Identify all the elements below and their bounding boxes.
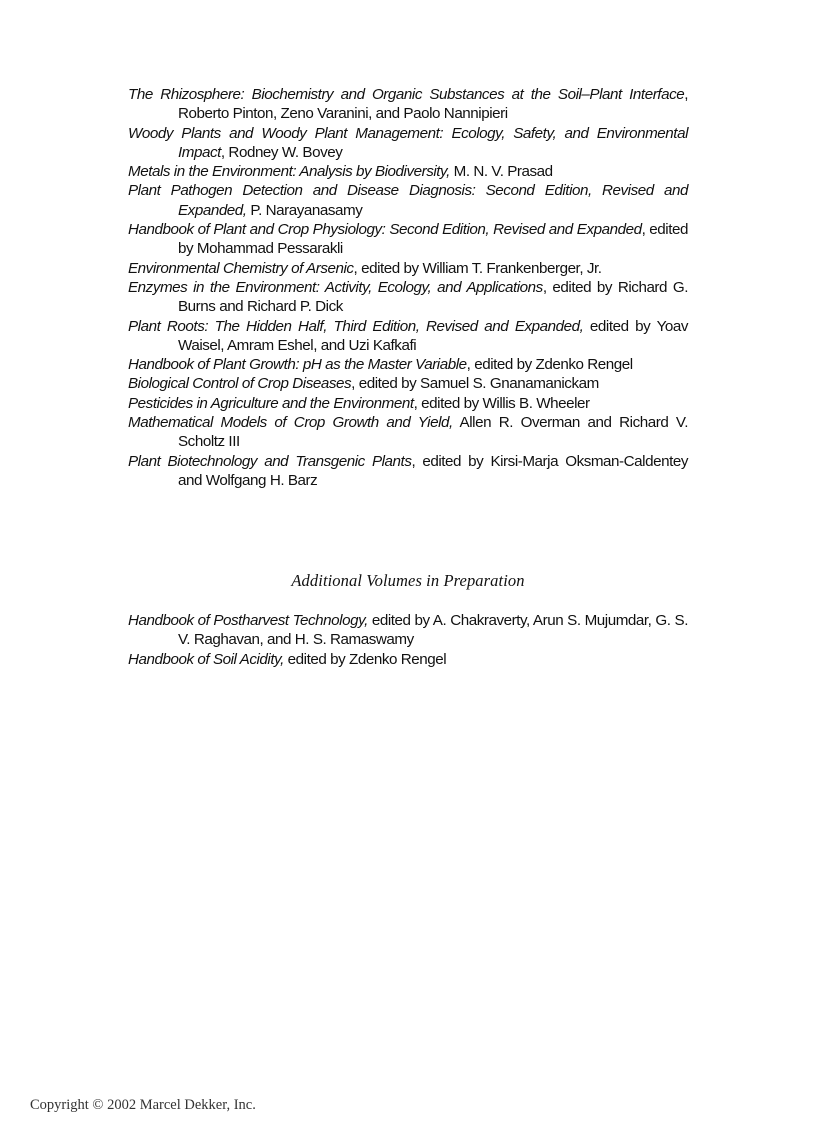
book-title: Biological Control of Crop Diseases: [128, 375, 352, 393]
book-authors: , Roberto Pinton, Zeno Varanini, and Paolo Nannipieri: [178, 86, 688, 123]
book-authors: , edited by Samuel S. Gnanamanickam: [351, 375, 599, 393]
book-authors: , edited by Mohammad Pessarakli: [178, 221, 688, 258]
copyright-notice: Copyright © 2002 Marcel Dekker, Inc.: [30, 1097, 256, 1113]
book-authors: Allen R. Overman and Richard V. Scholtz III: [178, 414, 688, 451]
book-entry: [128, 124, 688, 163]
book-authors: , edited by Richard G. Burns and Richard P. Dick: [178, 278, 688, 316]
book-title: Metals in the Environment: Analysis by Biodiversity,: [128, 163, 450, 181]
book-authors: M. N. V. Prasad: [449, 163, 553, 181]
book-authors: edited by Yoav Waisel, Amram Eshel, and Uzi Kafkafi: [178, 317, 688, 354]
book-authors: , edited by Willis B. Wheeler: [413, 394, 590, 412]
book-authors: , edited by Kirsi-Marja Oksman-Caldentey and Wolfgang H. Barz: [178, 452, 688, 489]
book-entry: [128, 611, 688, 650]
book-authors: , edited by William T. Frankenberger, Jr.: [353, 259, 602, 277]
book-authors: , Rodney W. Bovey: [220, 143, 343, 161]
book-authors: edited by Zdenko Rengel: [283, 650, 447, 668]
book-entry: [128, 162, 688, 181]
book-authors: edited by A. Chakraverty, Arun S. Mujumdar, G. S. V. Raghavan, and H. S. Ramaswamy: [178, 612, 688, 649]
book-title: Plant Biotechnology and Transgenic Plants: [128, 452, 412, 470]
book-title: The Rhizosphere: Biochemistry and Organic Substances at the Soil–Plant Interface: [128, 86, 685, 103]
book-entry: [128, 85, 688, 124]
book-entry: [128, 394, 688, 413]
preparation-book-list: [128, 611, 688, 669]
book-authors: P. Narayanasamy: [246, 201, 363, 219]
book-entry: [128, 355, 688, 374]
book-entry: [128, 374, 688, 393]
book-title: Plant Roots: The Hidden Half, Third Edition, Revised and Expanded,: [128, 317, 584, 335]
series-book-list: [128, 85, 688, 490]
book-authors: , edited by Zdenko Rengel: [466, 356, 633, 374]
book-title: Handbook of Postharvest Technology,: [128, 612, 368, 629]
book-title: Enzymes in the Environment: Activity, Ecology, and Applications: [128, 278, 543, 296]
book-title: Handbook of Plant and Crop Physiology: Second Edition, Revised and Expanded: [128, 221, 642, 239]
book-entry: [128, 413, 688, 452]
additional-volumes-heading: Additional Volumes in Preparation: [291, 571, 525, 590]
book-entry: [128, 181, 688, 220]
book-entry: [128, 278, 688, 317]
book-title: Handbook of Soil Acidity,: [128, 650, 284, 668]
book-title: Woody Plants and Woody Plant Management: Ecology, Safety, and Environmental Impact: [128, 124, 688, 161]
book-entry: [128, 452, 688, 491]
book-entry: [128, 317, 688, 356]
book-entry: [128, 650, 688, 669]
book-entry: [128, 220, 688, 259]
book-title: Plant Pathogen Detection and Disease Diagnosis: Second Edition, Revised and Expanded,: [128, 182, 688, 219]
book-title: Environmental Chemistry of Arsenic: [128, 259, 354, 277]
book-title: Mathematical Models of Crop Growth and Yield,: [128, 414, 453, 432]
book-entry: [128, 259, 688, 278]
book-title: Pesticides in Agriculture and the Environment: [128, 394, 414, 412]
book-title: Handbook of Plant Growth: pH as the Master Variable: [128, 356, 467, 374]
